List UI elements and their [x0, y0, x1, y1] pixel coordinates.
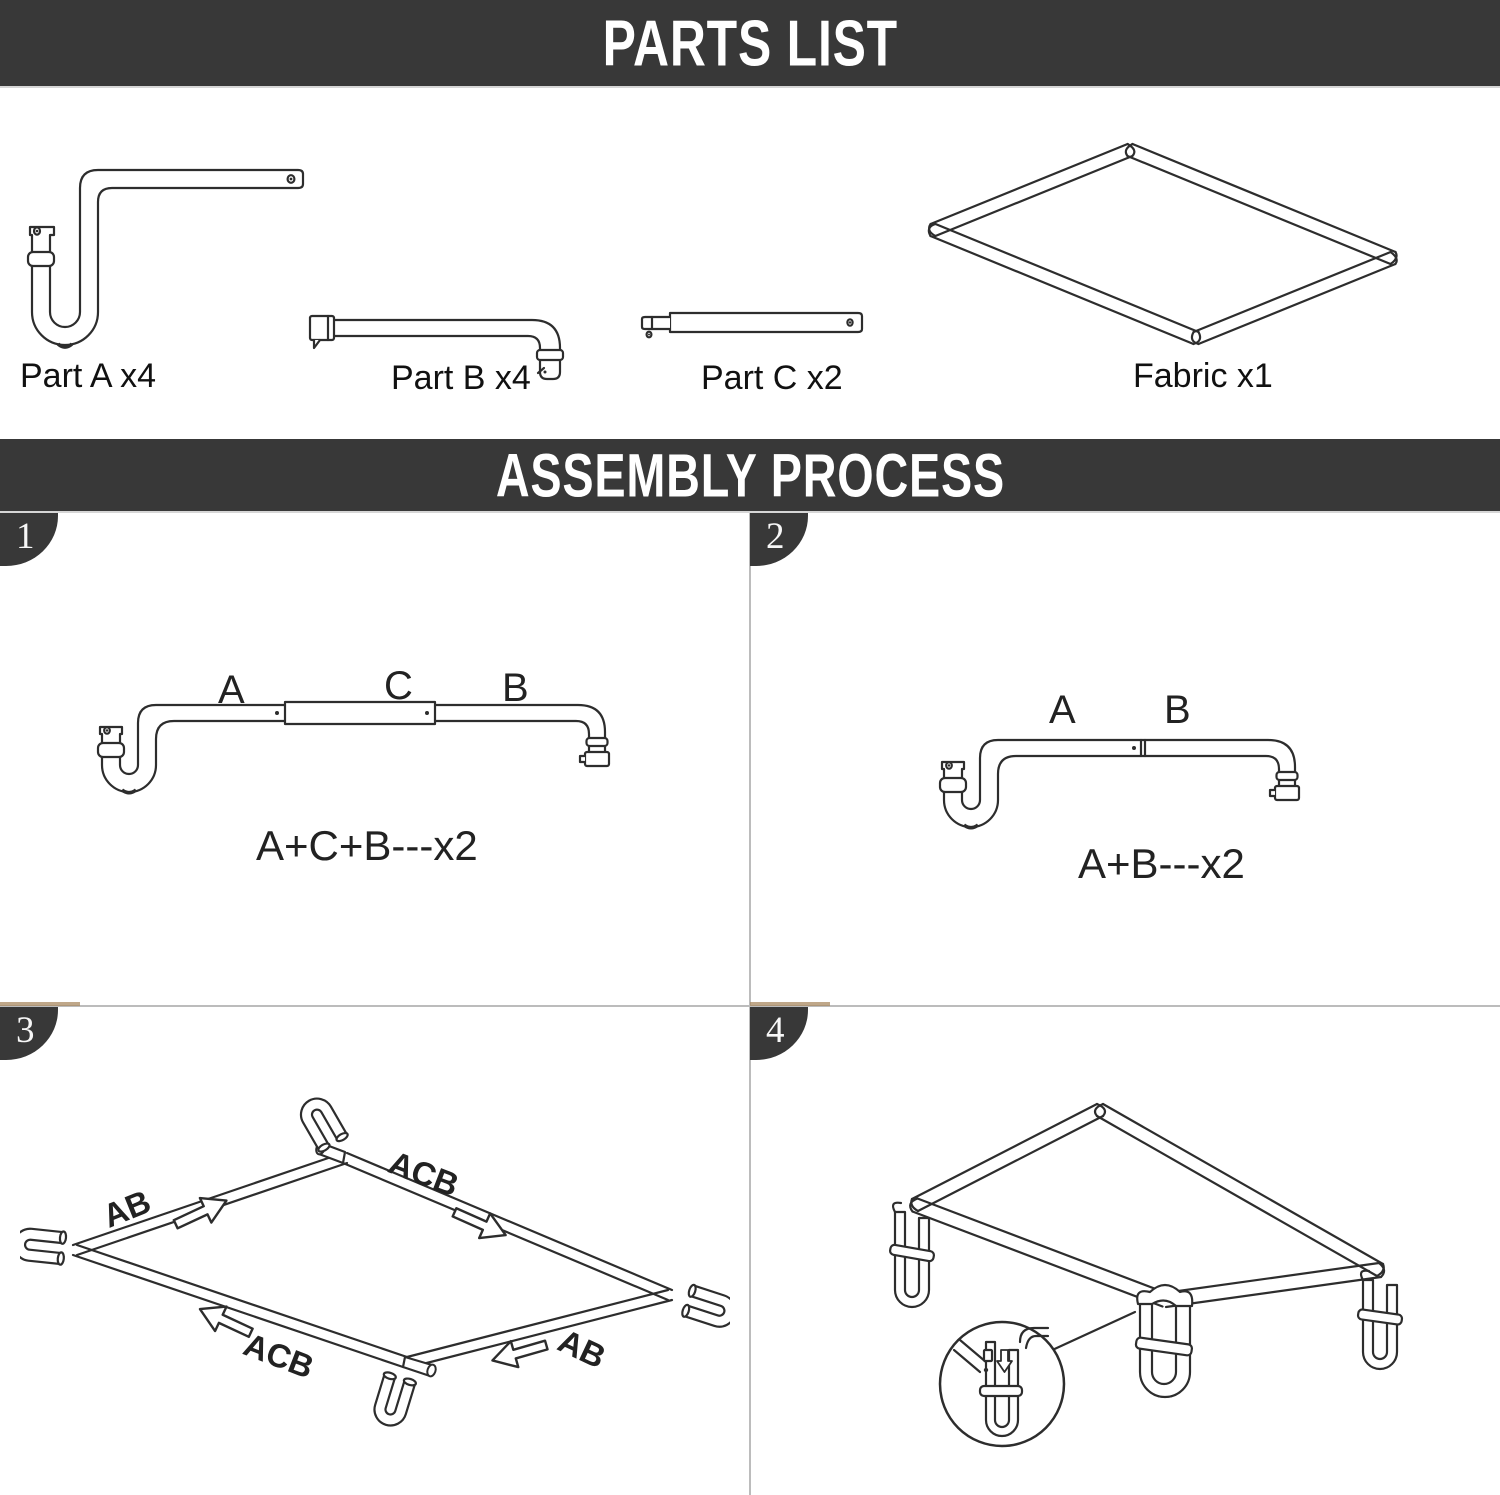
part-a-drawing [10, 160, 310, 355]
fabric-drawing [925, 138, 1410, 353]
corner-hook-bottom [370, 1371, 417, 1430]
step-1-label-a: A [218, 668, 245, 712]
bed-fabric [910, 1104, 1384, 1307]
step-4-drawing [790, 1050, 1490, 1495]
part-b-label: Part B x4 [391, 359, 531, 397]
parts-list-title: PARTS LIST [602, 6, 898, 80]
step-4-number: 4 [766, 1010, 785, 1051]
step-3-label-acb-bottom: ACB [238, 1325, 319, 1386]
assembly-process-title: ASSEMBLY PROCESS [495, 440, 1005, 510]
detail-circle [940, 1312, 1135, 1446]
detail-pin [984, 1350, 992, 1361]
step-2-caption: A+B---x2 [1078, 840, 1245, 887]
step-3-accent-line [0, 1002, 80, 1006]
fabric-label: Fabric x1 [1133, 357, 1273, 395]
part-a-collar [28, 252, 54, 266]
corner-hook-right [681, 1284, 730, 1332]
part-c-label: Part C x2 [701, 359, 843, 397]
step-3-label-ab-top: AB [97, 1182, 156, 1235]
step-1-label-b: B [502, 666, 529, 710]
step-3-number: 3 [16, 1010, 35, 1051]
step-2-label-a: A [1049, 688, 1076, 732]
acb-arrow-top-icon [449, 1200, 511, 1247]
corner-hook-left [20, 1226, 67, 1265]
step-2-number: 2 [766, 516, 785, 557]
step-3-label-acb-top: ACB [383, 1143, 464, 1204]
part-b-collar [537, 350, 563, 360]
bed-leg-front [1135, 1285, 1192, 1397]
step-2-badge [750, 513, 808, 566]
step-4-accent-line [750, 1002, 830, 1006]
parts-list-header [0, 0, 1500, 88]
step-2-label-b: B [1164, 688, 1191, 732]
bed-leg-right [1358, 1271, 1403, 1369]
bed-leg-left [889, 1203, 934, 1307]
step-3-drawing [20, 1040, 730, 1490]
ab-arrow-top-icon [170, 1188, 232, 1236]
assembly-process-header [0, 439, 1500, 513]
step-1-number: 1 [16, 516, 35, 557]
part-a-label: Part A x4 [20, 357, 157, 395]
part-c-drawing [630, 300, 870, 352]
step-1-caption: A+C+B---x2 [256, 822, 478, 869]
step-3-label-ab-bottom: AB [552, 1321, 612, 1376]
corner-hook-top [295, 1092, 349, 1153]
step-1-label-c: C [384, 664, 413, 708]
step-1-badge [0, 513, 58, 566]
